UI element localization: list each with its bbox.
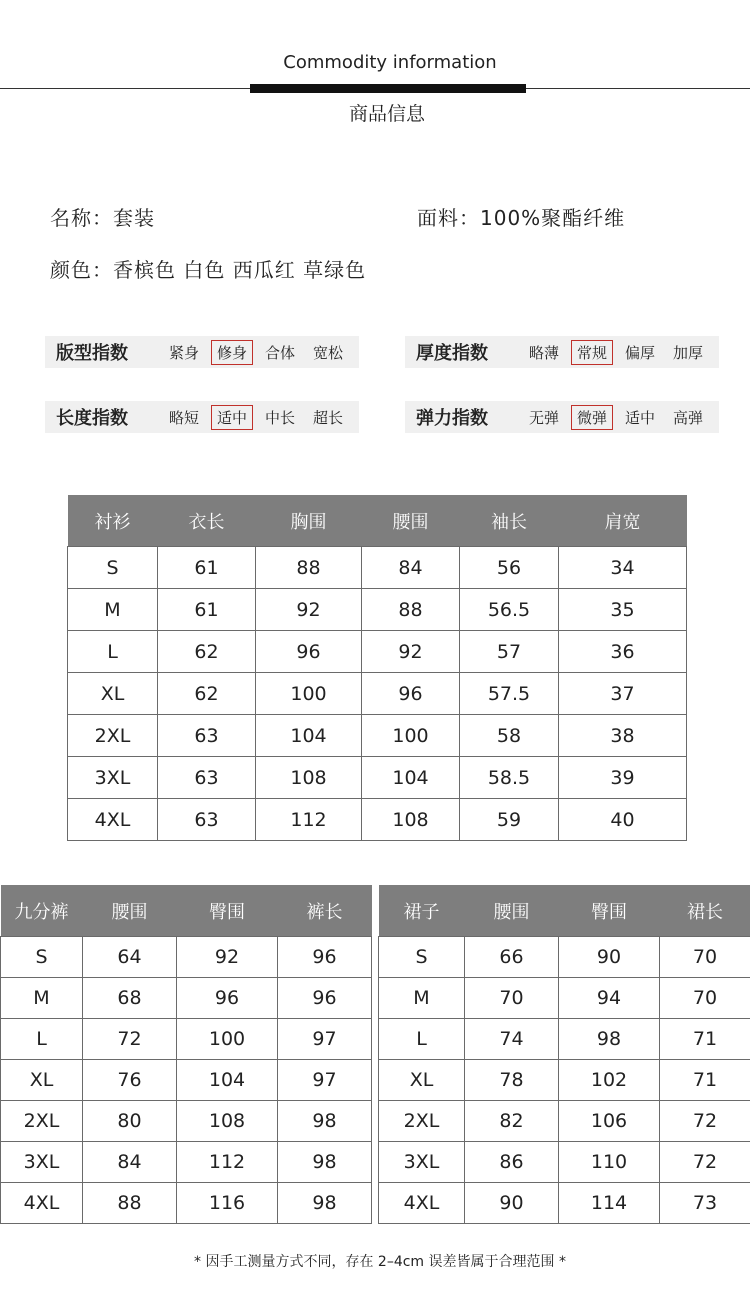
table-row: [68, 589, 687, 631]
table-header-cell: 裙子: [379, 885, 465, 937]
table-cell: 66: [465, 937, 559, 978]
table-cell: XL: [1, 1060, 83, 1101]
table-cell: L: [1, 1019, 83, 1060]
table-row: [68, 757, 687, 799]
skirt-size-table: [378, 885, 750, 1224]
table-cell: 106: [559, 1101, 660, 1142]
table-cell: 108: [362, 799, 460, 841]
table-cell: 72: [660, 1142, 750, 1183]
index-option: 略短: [169, 408, 200, 427]
table-cell: 70: [660, 937, 750, 978]
table-row: [1, 1142, 372, 1183]
table-cell: 63: [158, 757, 256, 799]
table-header-cell: 胸围: [256, 495, 362, 547]
table-cell: 96: [256, 631, 362, 673]
index-option: 无弹: [529, 408, 560, 427]
table-row: [1, 1060, 372, 1101]
table-row: [379, 978, 750, 1019]
table-cell: 71: [660, 1019, 750, 1060]
index-option: 略薄: [529, 343, 560, 362]
table-cell: 57.5: [460, 673, 559, 715]
table-cell: 36: [559, 631, 687, 673]
table-cell: 63: [158, 715, 256, 757]
table-cell: 88: [362, 589, 460, 631]
table-cell: 102: [559, 1060, 660, 1101]
table-cell: 3XL: [1, 1142, 83, 1183]
header-accent-bar: [250, 84, 526, 93]
table-cell: 73: [660, 1183, 750, 1224]
table-cell: 96: [278, 937, 372, 978]
table-header-cell: 九分裤: [1, 885, 83, 937]
table-cell: 104: [177, 1060, 278, 1101]
table-cell: 112: [256, 799, 362, 841]
table-cell: 110: [559, 1142, 660, 1183]
table-cell: 2XL: [379, 1101, 465, 1142]
table-cell: M: [1, 978, 83, 1019]
table-cell: 58.5: [460, 757, 559, 799]
table-header-cell: 衣长: [158, 495, 256, 547]
table-cell: 61: [158, 589, 256, 631]
table-cell: 63: [158, 799, 256, 841]
table-cell: 74: [465, 1019, 559, 1060]
table-cell: 3XL: [379, 1142, 465, 1183]
index-option: 宽松: [313, 343, 344, 362]
table-row: [379, 1142, 750, 1183]
table-cell: 80: [83, 1101, 177, 1142]
index-option: 中长: [265, 408, 296, 427]
table-cell: S: [68, 547, 158, 589]
table-cell: 4XL: [68, 799, 158, 841]
table-cell: L: [68, 631, 158, 673]
table-cell: 88: [83, 1183, 177, 1224]
table-row: [68, 631, 687, 673]
table-cell: 62: [158, 631, 256, 673]
table-header-cell: 肩宽: [559, 495, 687, 547]
index-title: 厚度指数: [416, 343, 488, 364]
table-cell: 90: [559, 937, 660, 978]
index-title: 长度指数: [56, 408, 128, 429]
table-header-cell: 腰围: [362, 495, 460, 547]
index-option: 偏厚: [625, 343, 656, 362]
table-cell: 92: [362, 631, 460, 673]
table-cell: 92: [256, 589, 362, 631]
table-cell: 35: [559, 589, 687, 631]
index-option-selected: 微弹: [571, 405, 613, 430]
table-cell: 72: [83, 1019, 177, 1060]
index-title: 版型指数: [56, 343, 128, 364]
table-row: [379, 1019, 750, 1060]
table-cell: 39: [559, 757, 687, 799]
table-row: [68, 715, 687, 757]
table-cell: L: [379, 1019, 465, 1060]
table-cell: 96: [278, 978, 372, 1019]
table-cell: 2XL: [68, 715, 158, 757]
table-cell: 86: [465, 1142, 559, 1183]
table-cell: 112: [177, 1142, 278, 1183]
table-row: [1, 1019, 372, 1060]
index-option: 加厚: [673, 343, 704, 362]
table-header-cell: 袖长: [460, 495, 559, 547]
table-cell: 34: [559, 547, 687, 589]
table-header-row: [379, 885, 750, 937]
table-cell: 64: [83, 937, 177, 978]
table-header-row: [68, 495, 687, 547]
table-cell: 94: [559, 978, 660, 1019]
table-cell: 62: [158, 673, 256, 715]
table-cell: 84: [362, 547, 460, 589]
table-cell: M: [68, 589, 158, 631]
table-cell: 72: [660, 1101, 750, 1142]
table-row: [1, 1101, 372, 1142]
table-cell: 4XL: [379, 1183, 465, 1224]
table-cell: 100: [177, 1019, 278, 1060]
title-cn: 商品信息: [348, 103, 425, 125]
table-cell: 96: [362, 673, 460, 715]
length-index: [45, 401, 359, 433]
table-row: [68, 799, 687, 841]
table-cell: 78: [465, 1060, 559, 1101]
table-cell: 90: [465, 1183, 559, 1224]
table-cell: 104: [362, 757, 460, 799]
elasticity-index: [405, 401, 719, 433]
fit-index: [45, 336, 359, 368]
table-cell: 58: [460, 715, 559, 757]
table-row: [1, 1183, 372, 1224]
table-cell: 56.5: [460, 589, 559, 631]
index-option: 合体: [265, 343, 296, 362]
index-title: 弹力指数: [416, 408, 488, 429]
table-cell: 68: [83, 978, 177, 1019]
index-option-selected: 常规: [571, 340, 613, 365]
table-header-cell: 臀围: [559, 885, 660, 937]
table-cell: 84: [83, 1142, 177, 1183]
table-cell: 108: [256, 757, 362, 799]
table-cell: 70: [660, 978, 750, 1019]
table-cell: 37: [559, 673, 687, 715]
table-row: [379, 937, 750, 978]
product-fabric: 面料：100%聚酯纤维: [417, 206, 626, 230]
table-header-cell: 臀围: [177, 885, 278, 937]
product-name: 名称：套装: [50, 206, 155, 230]
table-cell: 98: [278, 1101, 372, 1142]
table-cell: 97: [278, 1060, 372, 1101]
index-option: 适中: [625, 408, 656, 427]
table-cell: 88: [256, 547, 362, 589]
table-cell: 104: [256, 715, 362, 757]
title-en: Commodity information: [283, 52, 497, 73]
table-header-row: [1, 885, 372, 937]
product-colors: 颜色：香槟色 白色 西瓜红 草绿色: [50, 258, 367, 282]
table-cell: 100: [256, 673, 362, 715]
table-cell: 96: [177, 978, 278, 1019]
measurement-note: * 因手工测量方式不同，存在 2–4cm 误差皆属于合理范围 *: [194, 1254, 566, 1270]
table-row: [68, 547, 687, 589]
index-option-selected: 适中: [211, 405, 253, 430]
table-header-cell: 腰围: [83, 885, 177, 937]
table-cell: 4XL: [1, 1183, 83, 1224]
table-row: [1, 937, 372, 978]
table-cell: 92: [177, 937, 278, 978]
table-row: [1, 978, 372, 1019]
table-cell: 70: [465, 978, 559, 1019]
table-header-cell: 腰围: [465, 885, 559, 937]
table-cell: 71: [660, 1060, 750, 1101]
table-row: [379, 1060, 750, 1101]
table-cell: 59: [460, 799, 559, 841]
table-cell: 108: [177, 1101, 278, 1142]
table-cell: 97: [278, 1019, 372, 1060]
index-option: 紧身: [169, 343, 200, 362]
table-cell: M: [379, 978, 465, 1019]
table-row: [379, 1101, 750, 1142]
table-cell: 82: [465, 1101, 559, 1142]
table-cell: 2XL: [1, 1101, 83, 1142]
table-cell: 56: [460, 547, 559, 589]
table-header-cell: 衬衫: [68, 495, 158, 547]
table-header-cell: 裙长: [660, 885, 750, 937]
index-option: 超长: [313, 408, 344, 427]
table-cell: S: [1, 937, 83, 978]
table-cell: 114: [559, 1183, 660, 1224]
index-option-selected: 修身: [211, 340, 253, 365]
table-cell: 40: [559, 799, 687, 841]
shirt-size-table: [67, 495, 687, 841]
thickness-index: [405, 336, 719, 368]
table-row: [68, 673, 687, 715]
index-option: 高弹: [673, 408, 704, 427]
pants-size-table: [0, 885, 372, 1224]
table-cell: 61: [158, 547, 256, 589]
table-cell: 3XL: [68, 757, 158, 799]
table-header-cell: 裤长: [278, 885, 372, 937]
table-cell: 98: [559, 1019, 660, 1060]
table-row: [379, 1183, 750, 1224]
table-cell: 116: [177, 1183, 278, 1224]
table-cell: 76: [83, 1060, 177, 1101]
table-cell: 100: [362, 715, 460, 757]
table-cell: XL: [68, 673, 158, 715]
table-cell: 57: [460, 631, 559, 673]
table-cell: 98: [278, 1183, 372, 1224]
table-cell: 38: [559, 715, 687, 757]
table-cell: S: [379, 937, 465, 978]
table-cell: 98: [278, 1142, 372, 1183]
table-cell: XL: [379, 1060, 465, 1101]
